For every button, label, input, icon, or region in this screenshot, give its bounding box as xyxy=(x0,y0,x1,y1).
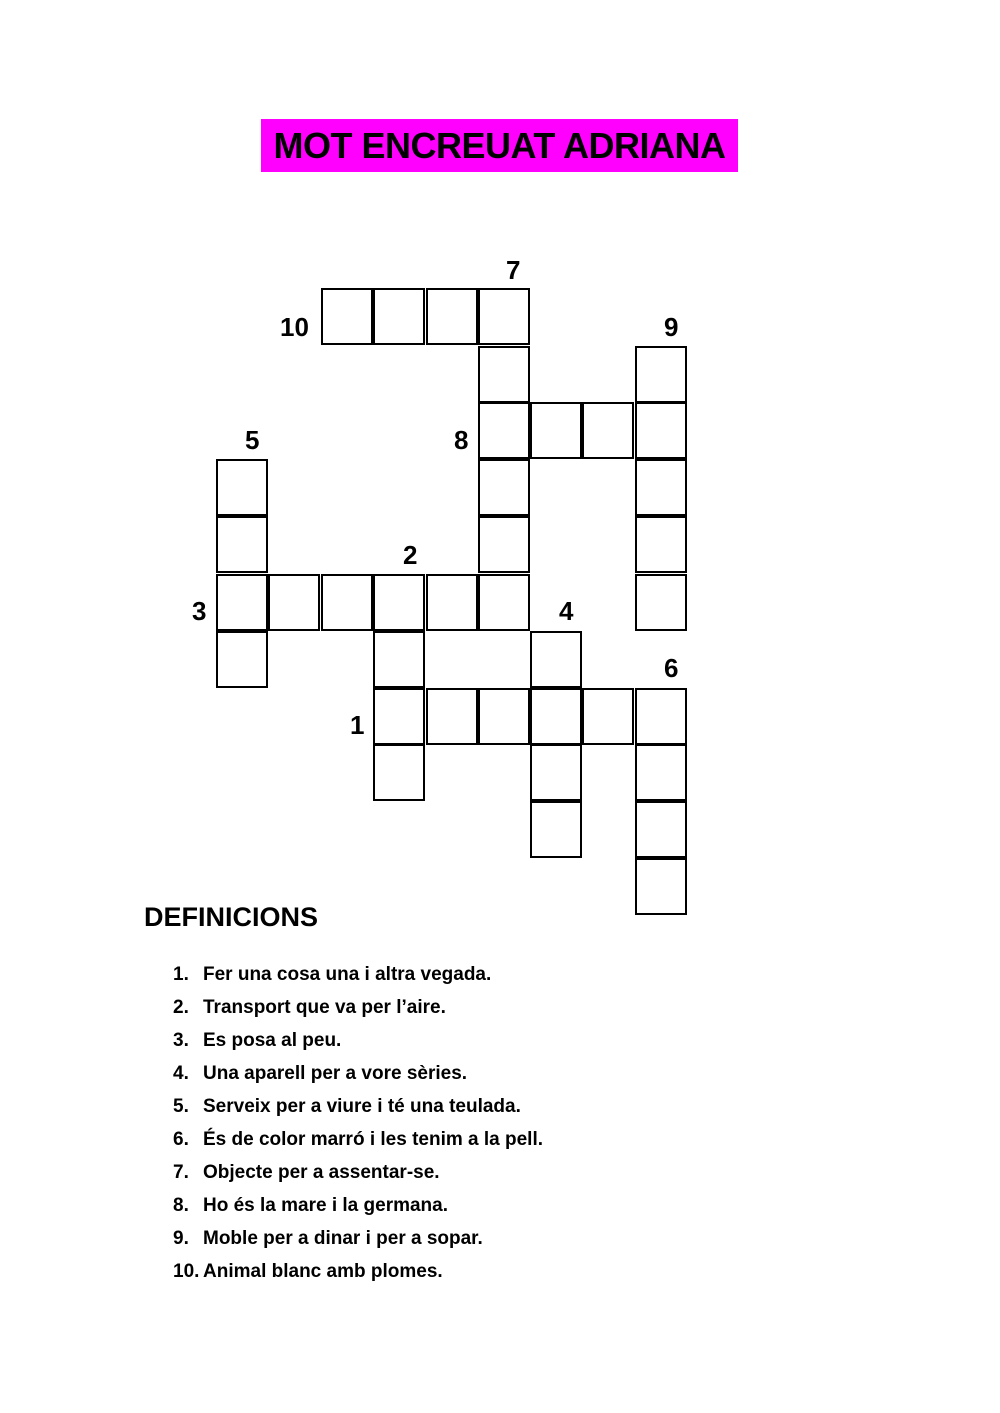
clue-number-2: 2 xyxy=(403,540,418,570)
definition-item: 1. Fer una cosa una i altra vegada. xyxy=(173,964,492,985)
crossword-cell[interactable] xyxy=(635,688,687,745)
clue-number-6: 6 xyxy=(664,653,679,683)
crossword-cell[interactable] xyxy=(426,288,478,345)
crossword-cell[interactable] xyxy=(216,459,268,516)
definition-item: 6. És de color marró i les tenim a la pell. xyxy=(173,1129,544,1150)
crossword-cell[interactable] xyxy=(530,631,582,688)
crossword-cell[interactable] xyxy=(373,574,425,631)
page-title: MOT ENCREUAT ADRIANA xyxy=(261,119,738,172)
crossword-cell[interactable] xyxy=(478,688,530,745)
definition-item: 4. Una aparell per a vore sèries. xyxy=(173,1063,468,1084)
crossword-cell[interactable] xyxy=(530,801,582,858)
clue-number-3: 3 xyxy=(192,596,207,626)
clue-number-7: 7 xyxy=(506,255,521,285)
crossword-cell[interactable] xyxy=(216,516,268,573)
crossword-cell[interactable] xyxy=(321,288,373,345)
clue-number-4: 4 xyxy=(559,596,574,626)
crossword-cell[interactable] xyxy=(530,744,582,801)
crossword-cell[interactable] xyxy=(426,688,478,745)
crossword-cell[interactable] xyxy=(530,688,582,745)
crossword-cell[interactable] xyxy=(635,744,687,801)
crossword-cell[interactable] xyxy=(478,574,530,631)
crossword-cell[interactable] xyxy=(635,516,687,573)
crossword-cell[interactable] xyxy=(635,858,687,915)
clue-number-5: 5 xyxy=(245,425,260,455)
crossword-cell[interactable] xyxy=(426,574,478,631)
definition-item: 9. Moble per a dinar i per a sopar. xyxy=(173,1228,483,1249)
clue-number-8: 8 xyxy=(454,425,469,455)
definitions-heading: DEFINICIONS xyxy=(144,902,319,932)
crossword-cell[interactable] xyxy=(373,288,425,345)
crossword-cell[interactable] xyxy=(268,574,320,631)
crossword-cell[interactable] xyxy=(635,402,687,459)
definition-item: 2. Transport que va per l’aire. xyxy=(173,997,446,1018)
crossword-cell[interactable] xyxy=(478,346,530,403)
crossword-cell[interactable] xyxy=(216,631,268,688)
crossword-cell[interactable] xyxy=(478,288,530,345)
clue-number-10: 10 xyxy=(280,312,309,342)
definition-item: 7. Objecte per a assentar-se. xyxy=(173,1162,440,1183)
crossword-cell[interactable] xyxy=(478,402,530,459)
definition-item: 8. Ho és la mare i la germana. xyxy=(173,1195,449,1216)
crossword-cell[interactable] xyxy=(373,744,425,801)
crossword-cell[interactable] xyxy=(635,801,687,858)
crossword-cell[interactable] xyxy=(373,688,425,745)
crossword-cell[interactable] xyxy=(216,574,268,631)
definition-item: 5. Serveix per a viure i té una teulada. xyxy=(173,1096,521,1117)
crossword-cell[interactable] xyxy=(321,574,373,631)
crossword-cell[interactable] xyxy=(582,688,634,745)
crossword-cell[interactable] xyxy=(635,346,687,403)
crossword-cell[interactable] xyxy=(530,402,582,459)
crossword-cell[interactable] xyxy=(373,631,425,688)
crossword-cell[interactable] xyxy=(478,459,530,516)
crossword-cell[interactable] xyxy=(582,402,634,459)
crossword-cell[interactable] xyxy=(635,574,687,631)
clue-number-1: 1 xyxy=(350,710,365,740)
definition-item: 3. Es posa al peu. xyxy=(173,1030,342,1051)
definition-item: 10. Animal blanc amb plomes. xyxy=(173,1261,443,1282)
crossword-cell[interactable] xyxy=(478,516,530,573)
definitions-list xyxy=(173,958,543,1288)
crossword-cell[interactable] xyxy=(635,459,687,516)
clue-number-9: 9 xyxy=(664,312,679,342)
